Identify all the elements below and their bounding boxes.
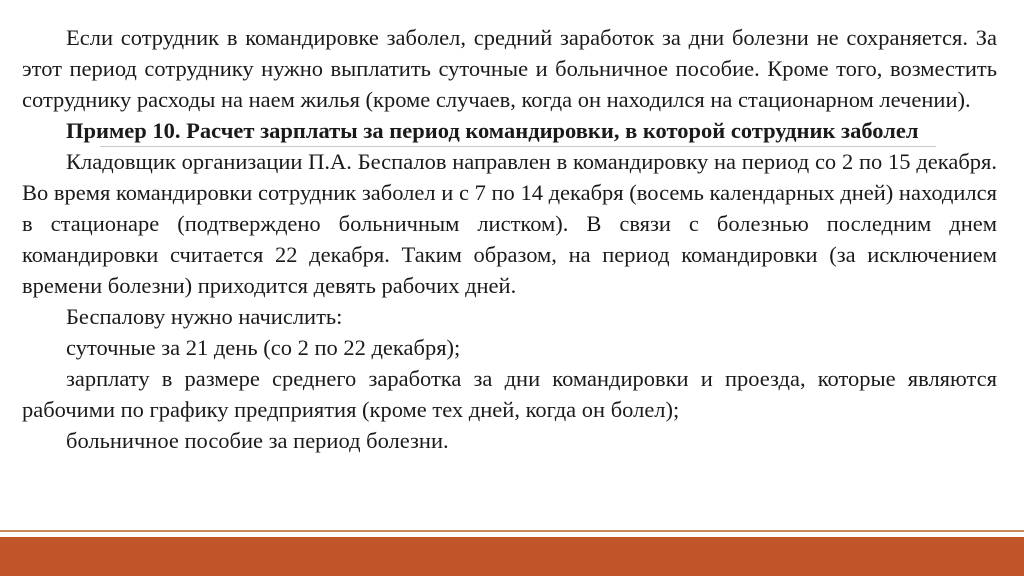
- list-item-per-diem: суточные за 21 день (со 2 по 22 декабря);: [66, 335, 461, 360]
- divider-line: [100, 146, 936, 147]
- footer-bar: [0, 537, 1024, 576]
- paragraph-intro: Если сотрудник в командировке заболел, средний заработок за дни болезни не сохраняется. За этот период сотруднику нужно выплатить суточные и больничное пособие. Кроме того, возместить сотруднику расходы на наем жилья (кроме случаев, когда он находился на стационарном лечении).: [22, 25, 997, 112]
- list-item-sick-pay: больничное пособие за период болезни.: [66, 428, 449, 453]
- footer-accent-line: [0, 530, 1024, 532]
- example-heading: Пример 10. Расчет зарплаты за период командировки, в которой сотрудник заболел: [66, 118, 919, 143]
- list-item-salary: зарплату в размере среднего заработка за дни командировки и проезда, которые являются рабочими по графику предприятия (кроме тех дней, когда он болел);: [22, 366, 997, 422]
- slide-body: [22, 22, 997, 456]
- paragraph-example-description: Кладовщик организации П.А. Беспалов направлен в командировку на период со 2 по 15 декабря. Во время командировки сотрудник заболел и с 7 по 14 декабря (восемь календарных дней) находился в стационаре (подтверждено больничным листком). В связи с болезнью последним днем командировки считается 22 декабря. Таким образом, на период командировки (за исключением времени болезни) приходится девять рабочих дней.: [22, 149, 997, 298]
- paragraph-accrual-intro: Беспалову нужно начислить:: [66, 304, 343, 329]
